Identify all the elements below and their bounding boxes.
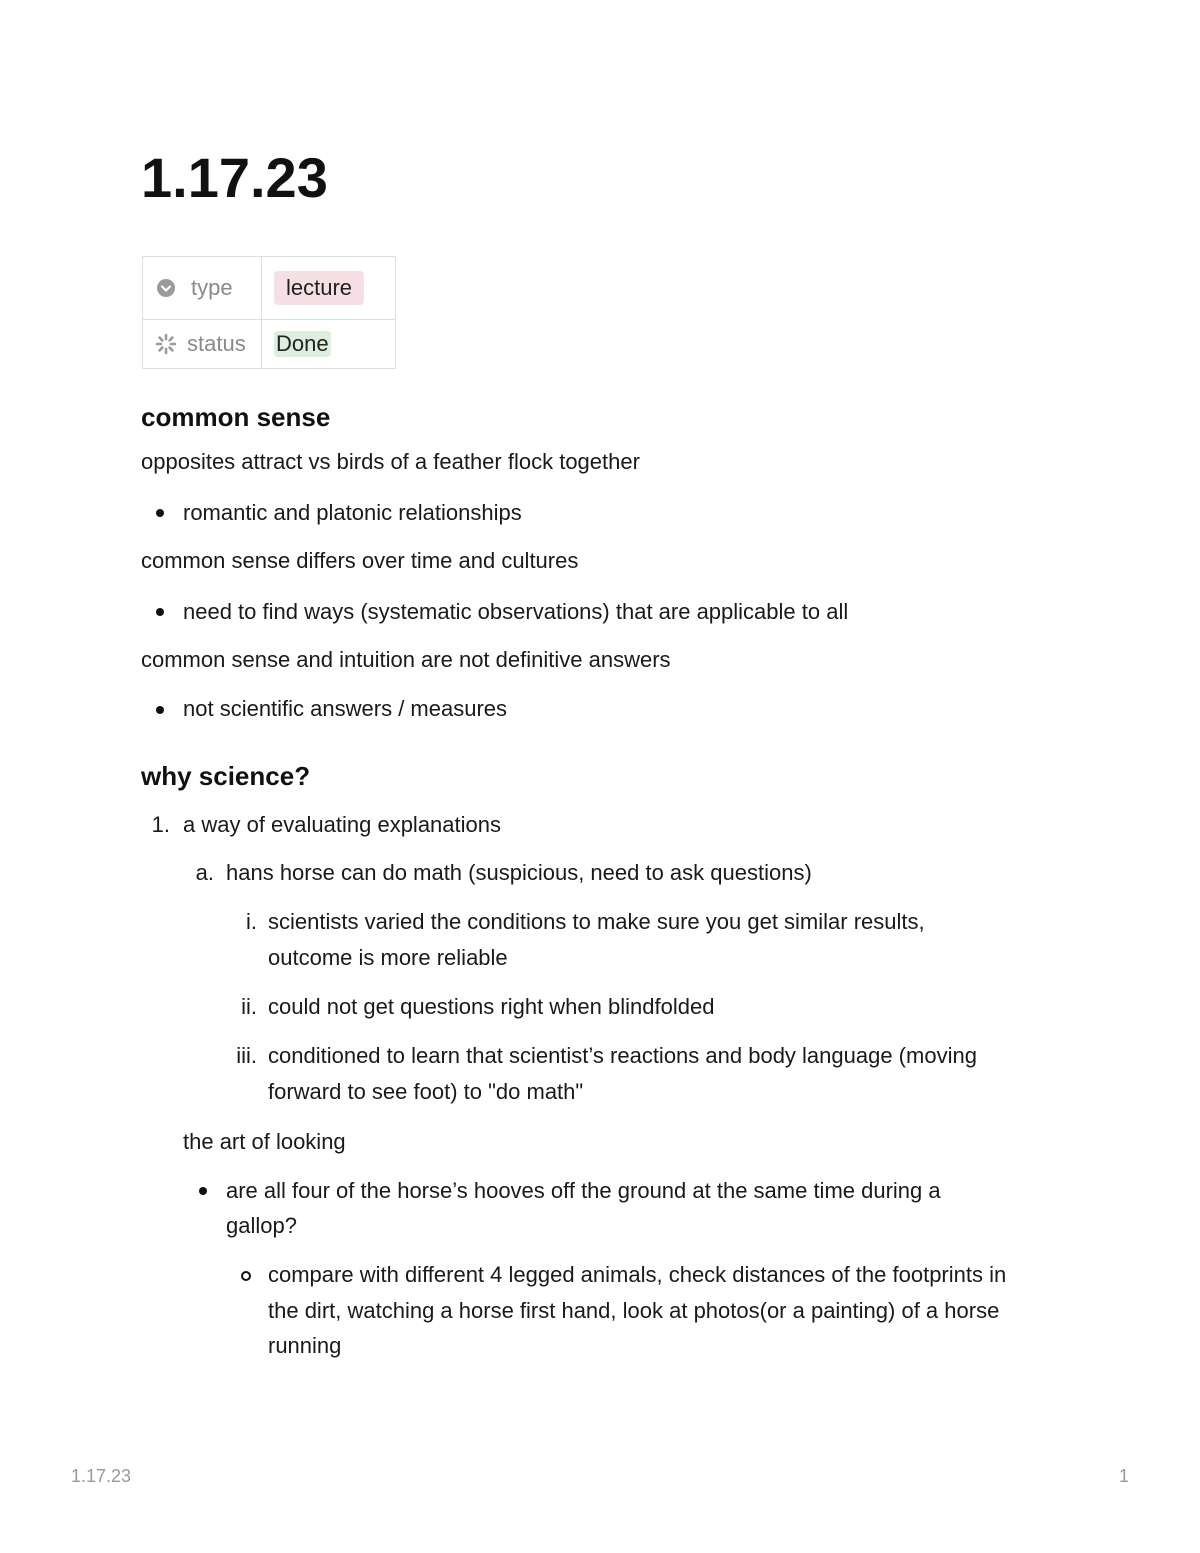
paragraph: common sense and intuition are not definitive answers <box>141 647 671 672</box>
list-item-continuation: running <box>268 1333 342 1358</box>
list-item-continuation: gallop? <box>226 1213 297 1238</box>
bullet-dot <box>156 509 164 517</box>
property-name: status <box>187 331 246 356</box>
list-item: scientists varied the conditions to make sure you get similar results, <box>268 909 925 934</box>
bullet-dot <box>156 608 164 616</box>
list-marker: i. <box>246 909 257 934</box>
property-row-type <box>143 257 396 320</box>
heading-common-sense: common sense <box>141 402 331 432</box>
status-tag[interactable]: Done <box>276 331 329 356</box>
paragraph: the art of looking <box>183 1129 346 1154</box>
list-item: hans horse can do math (suspicious, need to ask questions) <box>226 860 812 885</box>
paragraph: opposites attract vs birds of a feather flock together <box>141 449 640 474</box>
bullet-dot <box>156 706 164 714</box>
properties-table <box>142 256 396 369</box>
list-item: conditioned to learn that scientist’s reactions and body language (moving <box>268 1043 977 1068</box>
list-marker: ii. <box>241 994 257 1019</box>
list-item-continuation: the dirt, watching a horse first hand, look at photos(or a painting) of a horse <box>268 1298 1000 1323</box>
chevron-circle-icon <box>155 277 177 299</box>
list-item: need to find ways (systematic observations) that are applicable to all <box>183 599 849 624</box>
list-item-continuation: outcome is more reliable <box>268 945 508 970</box>
property-row-status <box>143 320 396 369</box>
paragraph: common sense differs over time and cultures <box>141 548 579 573</box>
list-item: not scientific answers / measures <box>183 696 508 721</box>
list-item: are all four of the horse’s hooves off the ground at the same time during a <box>226 1178 941 1203</box>
spinner-icon <box>155 333 177 355</box>
list-item-continuation: forward to see foot) to "do math" <box>268 1079 584 1104</box>
bullet-ring <box>241 1271 251 1281</box>
heading-why-science: why science? <box>141 761 311 791</box>
list-marker: a. <box>195 860 214 885</box>
property-name: type <box>191 275 233 300</box>
list-item: romantic and platonic relationships <box>183 500 522 525</box>
page-title: 1.17.23 <box>141 146 328 209</box>
footer-title: 1.17.23 <box>71 1466 132 1486</box>
list-item: could not get questions right when blindfolded <box>268 994 715 1019</box>
list-item: a way of evaluating explanations <box>183 812 501 837</box>
page-number: 1 <box>1118 1466 1129 1486</box>
list-marker: iii. <box>236 1043 257 1068</box>
type-tag[interactable]: lecture <box>274 271 364 305</box>
bullet-dot <box>199 1187 207 1195</box>
list-marker: 1. <box>151 812 170 837</box>
list-item: compare with different 4 legged animals, check distances of the footprints in <box>268 1262 1007 1287</box>
